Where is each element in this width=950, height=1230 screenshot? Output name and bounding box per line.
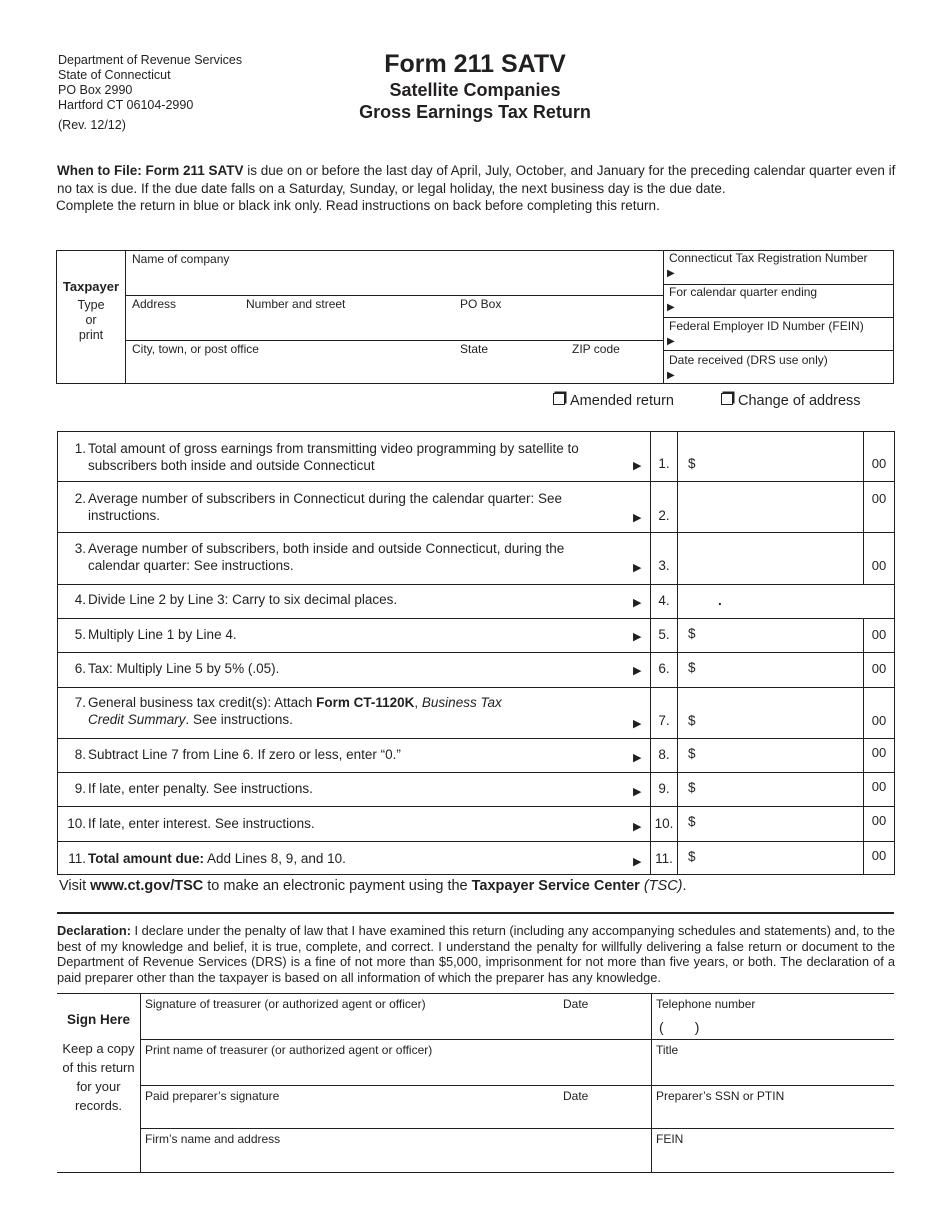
line-ref-cell bbox=[650, 432, 678, 481]
signature-box bbox=[57, 993, 894, 1173]
line-description: Multiply Line 1 by Line 4. bbox=[88, 627, 237, 642]
line-ref: 3. bbox=[658, 558, 670, 573]
form-subtitle: Satellite Companies bbox=[389, 80, 561, 100]
line-11-amount-input[interactable] bbox=[678, 842, 864, 874]
line-10-row bbox=[58, 807, 894, 842]
firm-name-field[interactable] bbox=[140, 1129, 651, 1174]
line-8-row bbox=[58, 739, 894, 773]
when-to-file-text: is due on or before the last day of April, July, October, and January for the preceding calendar quarter even if no tax is due. If the due date falls on a Saturday, Sunday, or legal holiday, the next business day is the due date. bbox=[57, 163, 896, 196]
type-or-print bbox=[57, 298, 125, 343]
line-number: 3. bbox=[74, 541, 86, 556]
firm-fein-field[interactable] bbox=[651, 1129, 894, 1174]
line-number: 11. bbox=[68, 851, 86, 866]
line-ref-cell bbox=[650, 653, 678, 687]
line-ref: 6. bbox=[658, 661, 670, 676]
tsc-link[interactable]: www.ct.gov/TSC bbox=[90, 878, 204, 894]
line-description: Total amount of gross earnings from transmitting video programming by satellite to subscribers both inside and outside Connecticut bbox=[88, 441, 579, 473]
amended-return-checkbox[interactable] bbox=[553, 393, 674, 409]
cents-value: 00 bbox=[871, 713, 887, 728]
city-label: City, town, or post office bbox=[132, 342, 259, 356]
company-name-field[interactable] bbox=[125, 251, 663, 295]
line-6-amount-input[interactable] bbox=[678, 653, 864, 687]
sign-here-cell bbox=[57, 994, 141, 1172]
cents-value: 00 bbox=[871, 813, 887, 828]
cents-value: 00 bbox=[871, 627, 887, 642]
arrow-icon: ▶ bbox=[633, 856, 642, 868]
arrow-icon: ▶ bbox=[667, 336, 675, 347]
line-ref: 7. bbox=[658, 713, 670, 728]
area-code-parens: ( ) bbox=[659, 1019, 700, 1035]
line-number: 8. bbox=[74, 747, 86, 762]
print-name-label: Print name of treasurer (or authorized agent or officer) bbox=[145, 1043, 433, 1057]
line-number: 7. bbox=[74, 695, 86, 710]
arrow-icon: ▶ bbox=[667, 268, 675, 279]
preparer-ssn-field[interactable] bbox=[651, 1086, 894, 1131]
cents-value: 00 bbox=[871, 745, 887, 760]
treasurer-signature-label: Signature of treasurer (or authorized agent or officer) bbox=[145, 997, 426, 1011]
line-11-row bbox=[58, 842, 894, 874]
checkbox-square-icon[interactable] bbox=[553, 393, 565, 405]
address-field[interactable] bbox=[125, 296, 663, 340]
line-ref-cell bbox=[650, 773, 678, 806]
dept-line: PO Box 2990 bbox=[58, 83, 133, 97]
line-ref-cell bbox=[650, 482, 678, 532]
date-received-field bbox=[663, 353, 893, 386]
zip-label: ZIP code bbox=[572, 342, 620, 356]
cents-value: 00 bbox=[871, 848, 887, 863]
cents-value: 00 bbox=[871, 491, 887, 506]
when-to-file-label: When to File: Form 211 SATV bbox=[57, 163, 244, 178]
line-ref-cell bbox=[650, 533, 678, 584]
declaration-text: I declare under the penalty of law that I have examined this return (including any accompanying schedules and statements) and, to the best of my knowledge and belief, it is true, complete, and correct. I understand the penalty for willfully delivering a false return or document to the Department of Revenue Services (DRS) is a fine of not more than $5,000, imprisonment for not more than five years, or both. The declaration of a paid preparer other than the taxpayer is based on all information of which the preparer has any knowledge. bbox=[57, 923, 895, 985]
dollar-sign: $ bbox=[688, 713, 696, 728]
line-number: 6. bbox=[74, 661, 86, 676]
preparer-signature-label: Paid preparer’s signature bbox=[145, 1089, 280, 1103]
po-box-label: PO Box bbox=[460, 297, 502, 311]
arrow-icon: ▶ bbox=[633, 460, 642, 472]
preparer-ssn-label: Preparer’s SSN or PTIN bbox=[656, 1089, 785, 1103]
revision-date: (Rev. 12/12) bbox=[58, 118, 126, 132]
dollar-sign: $ bbox=[688, 814, 696, 829]
dept-line: State of Connecticut bbox=[58, 68, 171, 82]
sign-here-label: Sign Here bbox=[66, 1012, 131, 1027]
state-label: State bbox=[460, 342, 489, 356]
line-ref-cell bbox=[650, 807, 678, 841]
dollar-sign: $ bbox=[688, 660, 696, 675]
form-title-italic: Business Tax Credit Summary bbox=[88, 695, 502, 727]
arrow-icon: ▶ bbox=[633, 821, 642, 833]
line-description: If late, enter interest. See instructions. bbox=[88, 816, 315, 831]
number-street-label: Number and street bbox=[246, 297, 346, 311]
arrow-icon: ▶ bbox=[633, 752, 642, 764]
signature-fields bbox=[140, 994, 652, 1172]
arrow-icon: ▶ bbox=[633, 562, 642, 574]
date-label: Date bbox=[563, 1089, 589, 1103]
fein-field[interactable] bbox=[663, 319, 893, 352]
taxpayer-id-cell bbox=[663, 251, 893, 383]
line-5-row bbox=[58, 619, 894, 653]
treasurer-signature-field[interactable] bbox=[140, 994, 651, 1039]
cents-value: 00 bbox=[871, 558, 887, 573]
cents-value: 00 bbox=[871, 779, 887, 794]
quarter-ending-label: For calendar quarter ending bbox=[669, 285, 818, 299]
line-description: Average number of subscribers in Connecticut during the calendar quarter: See instructions. bbox=[88, 491, 563, 523]
decimal-point: . bbox=[718, 593, 722, 608]
line-ref: 5. bbox=[658, 627, 670, 642]
ink-instructions: Complete the return in blue or black ink only. Read instructions on back before completing this return. bbox=[56, 198, 660, 213]
taxpayer-info-box bbox=[56, 250, 894, 384]
arrow-icon: ▶ bbox=[633, 597, 642, 609]
arrow-icon: ▶ bbox=[633, 665, 642, 677]
line-ref-cell bbox=[650, 842, 678, 874]
keep-copy-note: Keep a copy of this return for your records. bbox=[62, 1041, 135, 1113]
line-ref: 2. bbox=[658, 508, 670, 523]
line-description: Divide Line 2 by Line 3: Carry to six decimal places. bbox=[88, 592, 398, 607]
line-1-row bbox=[58, 432, 894, 482]
line-description: Tax: Multiply Line 5 by 5% (.05). bbox=[88, 661, 280, 676]
dollar-sign: $ bbox=[688, 626, 696, 641]
taxpayer-label: Taxpayer bbox=[62, 279, 120, 294]
declaration bbox=[57, 923, 895, 985]
line-1-amount-input[interactable] bbox=[678, 432, 864, 481]
line-number: 10. bbox=[67, 816, 86, 831]
line-ref: 11. bbox=[655, 851, 673, 866]
cents-value: 00 bbox=[871, 456, 887, 471]
firm-name-label: Firm’s name and address bbox=[145, 1132, 281, 1146]
dollar-sign: $ bbox=[688, 456, 696, 471]
form-title: Form 211 SATV bbox=[384, 50, 566, 78]
line-number: 1. bbox=[74, 441, 86, 456]
line-3-amount-input[interactable] bbox=[678, 533, 864, 584]
date-label: Date bbox=[563, 997, 589, 1011]
dollar-sign: $ bbox=[688, 780, 696, 795]
line-ref: 9. bbox=[658, 781, 670, 796]
line-2-row bbox=[58, 482, 894, 533]
type-line: or bbox=[85, 313, 97, 327]
line-9-row bbox=[58, 773, 894, 807]
line-8-amount-input[interactable] bbox=[678, 739, 864, 772]
declaration-label: Declaration: bbox=[57, 923, 131, 938]
dept-line: Department of Revenue Services bbox=[58, 53, 243, 67]
line-description: Subtract Line 7 from Line 6. If zero or less, enter “0.” bbox=[88, 747, 401, 762]
line-10-amount-input[interactable] bbox=[678, 807, 864, 841]
checkbox-square-icon[interactable] bbox=[721, 393, 733, 405]
change-of-address-checkbox[interactable] bbox=[721, 393, 861, 409]
line-ref: 4. bbox=[658, 593, 670, 608]
line-4-row bbox=[58, 585, 894, 619]
arrow-icon: ▶ bbox=[667, 302, 675, 313]
ct-tax-registration-label: Connecticut Tax Registration Number bbox=[669, 251, 868, 265]
date-received-label: Date received (DRS use only) bbox=[669, 353, 828, 367]
change-of-address-label: Change of address bbox=[738, 393, 861, 409]
line-3-row bbox=[58, 533, 894, 585]
arrow-icon: ▶ bbox=[633, 631, 642, 643]
city-state-zip-field[interactable] bbox=[125, 341, 663, 383]
title-field[interactable] bbox=[651, 1040, 894, 1085]
line-6-row bbox=[58, 653, 894, 688]
type-line: print bbox=[78, 328, 104, 342]
preparer-signature-field[interactable] bbox=[140, 1086, 651, 1131]
dollar-sign: $ bbox=[688, 849, 696, 864]
form-reference: Form CT-1120K bbox=[316, 695, 415, 710]
ct-tax-registration-field[interactable] bbox=[663, 251, 893, 284]
address-label: Address bbox=[132, 297, 177, 311]
title-label: Title bbox=[656, 1043, 679, 1057]
arrow-icon: ▶ bbox=[633, 718, 642, 730]
line-number: 9. bbox=[74, 781, 86, 796]
line-7-row bbox=[58, 688, 894, 739]
taxpayer-label-cell bbox=[57, 251, 126, 383]
line-ref-cell bbox=[650, 619, 678, 652]
line-description: If late, enter penalty. See instructions. bbox=[88, 781, 313, 796]
line-9-amount-input[interactable] bbox=[678, 773, 864, 806]
line-7-amount-input[interactable] bbox=[678, 688, 864, 738]
cents-value: 00 bbox=[871, 661, 887, 676]
tsc-name: Taxpayer Service Center bbox=[471, 878, 640, 894]
amended-return-label: Amended return bbox=[570, 393, 674, 409]
line-number: 5. bbox=[74, 627, 86, 642]
line-ref-cell bbox=[650, 739, 678, 772]
line-ref: 8. bbox=[658, 747, 670, 762]
tsc-abbrev: (TSC) bbox=[639, 878, 683, 894]
telephone-field[interactable] bbox=[651, 994, 894, 1039]
print-name-field[interactable] bbox=[140, 1040, 651, 1085]
line-description: Total amount due: Add Lines 8, 9, and 10. bbox=[88, 851, 346, 866]
filing-instructions bbox=[57, 162, 902, 215]
line-description: Average number of subscribers, both inside and outside Connecticut, during the calendar quarter: See instructions. bbox=[88, 541, 565, 573]
fein-label: Federal Employer ID Number (FEIN) bbox=[669, 319, 864, 333]
arrow-icon: ▶ bbox=[667, 370, 675, 381]
line-5-amount-input[interactable] bbox=[678, 619, 864, 652]
line-ref: 1. bbox=[658, 456, 670, 471]
signature-right-fields bbox=[651, 994, 894, 1172]
taxpayer-address-cell bbox=[125, 251, 664, 383]
fein-label: FEIN bbox=[656, 1132, 684, 1146]
tax-computation-table bbox=[57, 431, 895, 875]
arrow-icon: ▶ bbox=[633, 512, 642, 524]
telephone-label: Telephone number bbox=[656, 997, 756, 1011]
line-4-ratio-input[interactable] bbox=[678, 585, 894, 618]
line-number: 2. bbox=[74, 491, 86, 506]
line-ref-cell bbox=[650, 585, 678, 618]
dollar-sign: $ bbox=[688, 746, 696, 761]
type-line: Type bbox=[77, 298, 105, 312]
line-ref-cell bbox=[650, 688, 678, 738]
form-subtitle-2: Gross Earnings Tax Return bbox=[359, 102, 591, 122]
section-divider bbox=[57, 912, 894, 914]
line-number: 4. bbox=[74, 592, 86, 607]
dept-line: Hartford CT 06104-2990 bbox=[58, 98, 194, 112]
line-ref: 10. bbox=[654, 816, 674, 831]
quarter-ending-field[interactable] bbox=[663, 285, 893, 318]
line-2-amount-input[interactable] bbox=[678, 482, 864, 532]
electronic-payment-note: Visit www.ct.gov/TSC to make an electronic payment using the Taxpayer Service Center (TSC). bbox=[59, 878, 687, 894]
line-description: General business tax credit(s): Attach Form CT-1120K, Business Tax Credit Summary. See instructions. bbox=[88, 695, 502, 727]
company-name-label: Name of company bbox=[132, 252, 230, 266]
arrow-icon: ▶ bbox=[633, 786, 642, 798]
department-address bbox=[58, 53, 242, 113]
total-due-label: Total amount due: bbox=[88, 851, 204, 866]
